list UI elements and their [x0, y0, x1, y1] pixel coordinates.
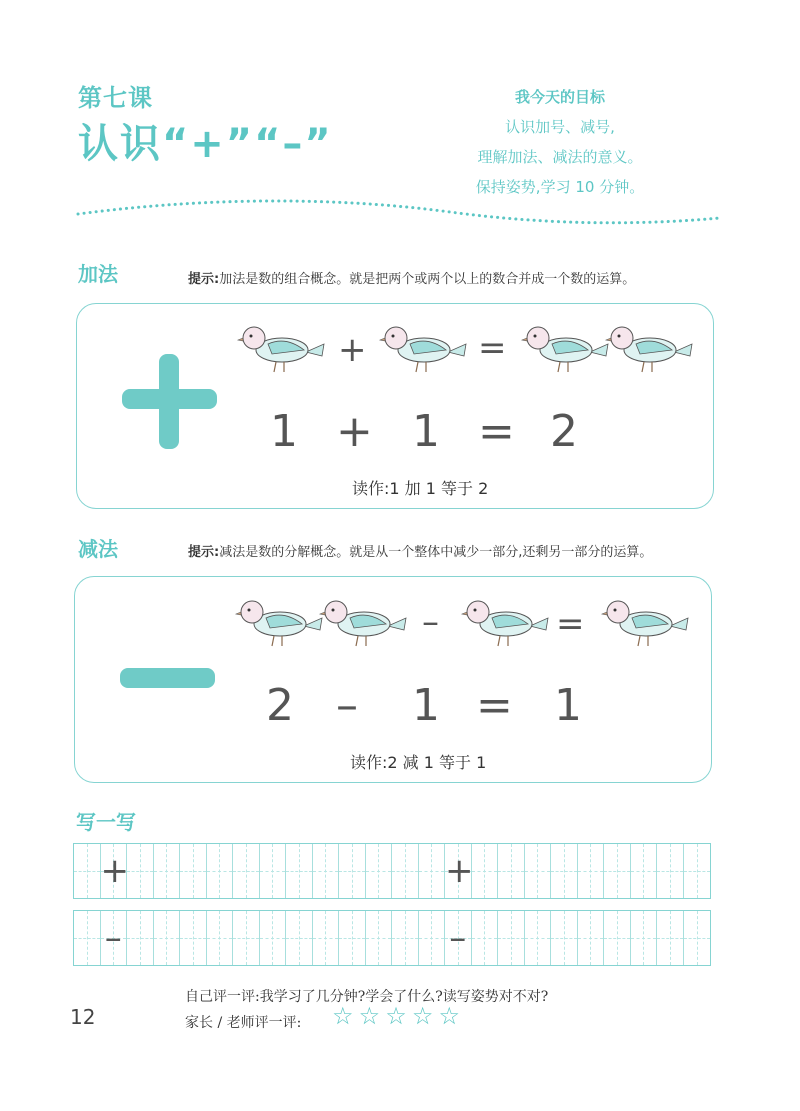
subtraction-hint	[188, 541, 652, 560]
equals-sign: =	[478, 328, 507, 368]
hint-label: 提示:	[188, 272, 220, 287]
self-evaluation: 自己评一评:我学习了几分钟?学会了什么?读写姿势对不对?	[185, 989, 549, 1005]
addition-reading: 读作:1 加 1 等于 2	[352, 479, 489, 498]
bird-icon	[600, 596, 692, 654]
bird-icon	[234, 596, 326, 654]
star-icon[interactable]: ☆	[385, 1002, 407, 1030]
parent-evaluation: 家长 / 老师评一评:	[185, 1015, 302, 1031]
page-number: 12	[70, 1005, 96, 1029]
bird-icon	[604, 322, 696, 380]
lesson-number: 第七课	[78, 84, 153, 112]
bird-icon	[378, 322, 470, 380]
addition-heading: 加法	[78, 262, 118, 286]
goals-title: 我今天的目标	[514, 88, 605, 106]
equation-operator: –	[336, 680, 358, 731]
star-icon[interactable]: ☆	[411, 1002, 434, 1030]
practice-grid-plus[interactable]	[73, 843, 711, 899]
rating-stars[interactable]	[332, 1002, 460, 1030]
equation-equals: =	[476, 680, 513, 731]
bird-icon	[318, 596, 410, 654]
goals-panel	[440, 82, 680, 202]
big-plus-icon	[122, 354, 217, 449]
practice-symbol: +	[100, 851, 129, 891]
star-icon[interactable]: ☆	[358, 1002, 381, 1030]
hint-label: 提示:	[188, 545, 220, 560]
goal-line: 保持姿势,学习 10 分钟。	[475, 178, 645, 196]
equation-number: 2	[266, 680, 294, 731]
practice-symbol: +	[445, 851, 474, 891]
bird-icon	[460, 596, 552, 654]
equation-number: 1	[270, 406, 298, 457]
dotted-divider	[70, 192, 730, 242]
hint-text: 加法是数的组合概念。就是把两个或两个以上的数合并成一个数的运算。	[219, 272, 636, 287]
equation-number: 1	[412, 406, 440, 457]
equation-equals: =	[478, 406, 515, 457]
big-minus-icon	[120, 668, 215, 688]
bird-icon	[236, 322, 328, 380]
star-icon[interactable]: ☆	[438, 1002, 460, 1030]
subtraction-reading: 读作:2 减 1 等于 1	[350, 753, 487, 772]
equation-result: 2	[550, 406, 578, 457]
equals-sign: =	[556, 604, 585, 644]
equation-operator: +	[336, 406, 373, 457]
minus-sign: –	[422, 602, 439, 642]
addition-hint	[188, 268, 635, 287]
subtraction-heading: 减法	[78, 537, 118, 561]
practice-symbol: –	[449, 918, 467, 958]
practice-heading: 写一写	[76, 810, 136, 834]
lesson-title: 认识“+”“–”	[78, 121, 333, 167]
practice-symbol: –	[104, 918, 122, 958]
plus-sign: +	[338, 330, 367, 370]
goal-line: 理解加法、减法的意义。	[477, 148, 643, 166]
star-icon[interactable]: ☆	[332, 1002, 354, 1030]
equation-number: 1	[412, 680, 440, 731]
bird-icon	[520, 322, 612, 380]
practice-grid-minus[interactable]	[73, 910, 711, 966]
goal-line: 认识加号、减号,	[505, 118, 615, 136]
equation-result: 1	[554, 680, 582, 731]
hint-text: 减法是数的分解概念。就是从一个整体中减少一部分,还剩另一部分的运算。	[219, 545, 653, 560]
